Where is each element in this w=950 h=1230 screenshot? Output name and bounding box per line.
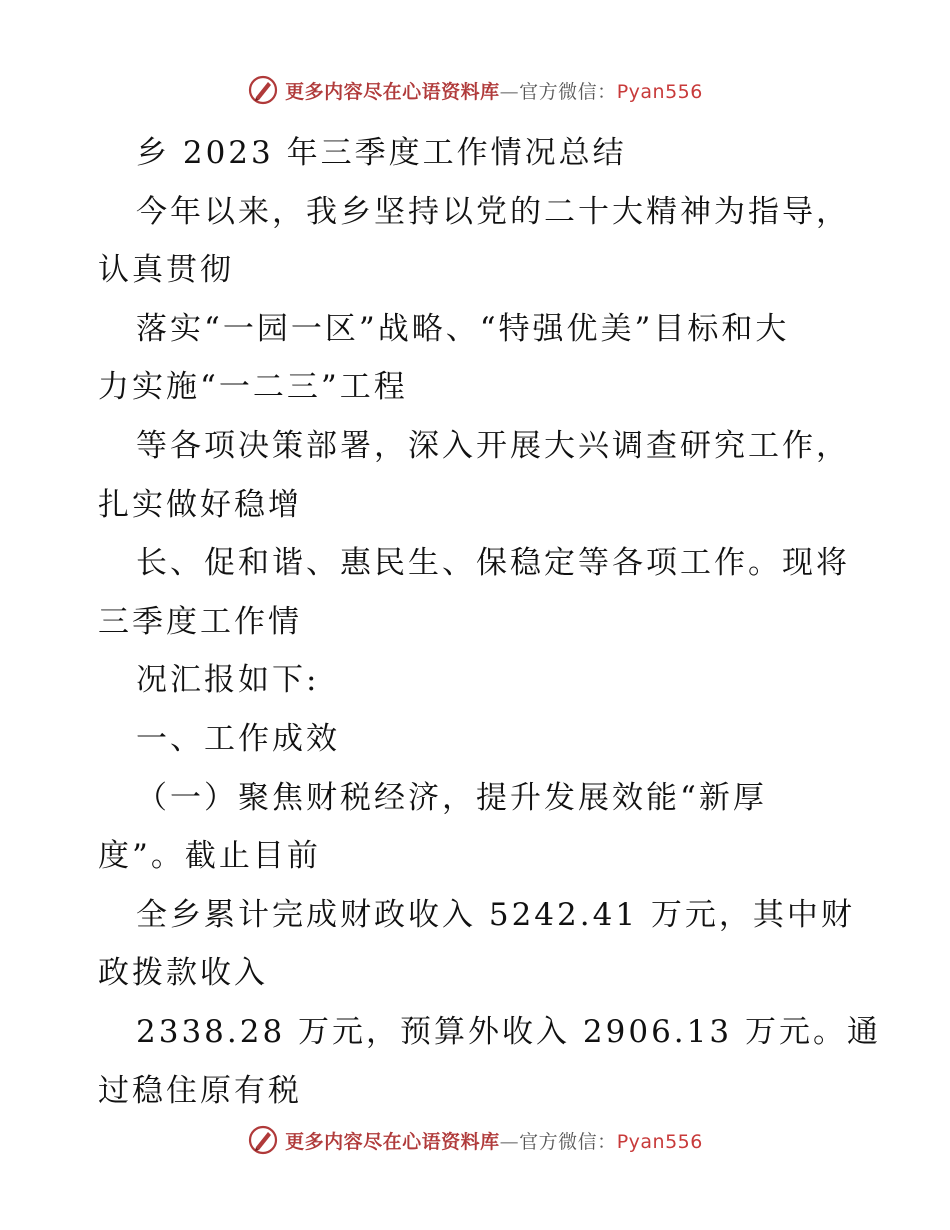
text-line: 乡 2023 年三季度工作情况总结: [136, 135, 627, 171]
watermark-brand: 更多内容尽在心语资料库: [285, 80, 500, 103]
text-line: 全乡累计完成财政收入 5242.41 万元，其中财: [136, 896, 855, 933]
text-line: 认真贯彻: [98, 252, 234, 289]
watermark-label: 官方微信：: [519, 80, 617, 103]
pen-logo-icon: [247, 74, 279, 106]
watermark-label: 官方微信：: [519, 1130, 617, 1153]
text-line: 一、工作成效: [136, 720, 340, 757]
watermark-header: [0, 70, 950, 110]
text-line: 力实施“一二三”工程: [98, 369, 408, 406]
text-line: 落实“一园一区”战略、“特强优美”目标和大: [136, 310, 790, 347]
text-line: 三季度工作情: [98, 603, 302, 640]
watermark-dash: —: [499, 1130, 520, 1153]
document-body: [98, 124, 881, 1120]
watermark-handle: Pyan556: [616, 1130, 703, 1153]
text-line: （一）聚焦财税经济，提升发展效能“新厚: [136, 779, 767, 816]
watermark-handle: Pyan556: [616, 80, 703, 103]
text-line: 度”。截止目前: [98, 838, 321, 875]
text-line: 今年以来，我乡坚持以党的二十大精神为指导，: [136, 193, 850, 230]
text-line: 长、促和谐、惠民生、保稳定等各项工作。现将: [136, 545, 850, 582]
watermark-footer: [0, 1120, 950, 1160]
text-line: 过稳住原有税: [98, 1072, 302, 1109]
watermark-brand: 更多内容尽在心语资料库: [285, 1130, 500, 1153]
text-line: 等各项决策部署，深入开展大兴调查研究工作，: [136, 427, 850, 464]
text-line: 政拨款收入: [98, 955, 268, 992]
text-line: 2338.28 万元，预算外收入 2906.13 万元。通: [136, 1013, 881, 1050]
pen-logo-icon: [247, 1124, 279, 1156]
text-line: 扎实做好稳增: [98, 486, 302, 523]
watermark-dash: —: [499, 80, 520, 103]
text-line: 况汇报如下:: [136, 662, 320, 699]
